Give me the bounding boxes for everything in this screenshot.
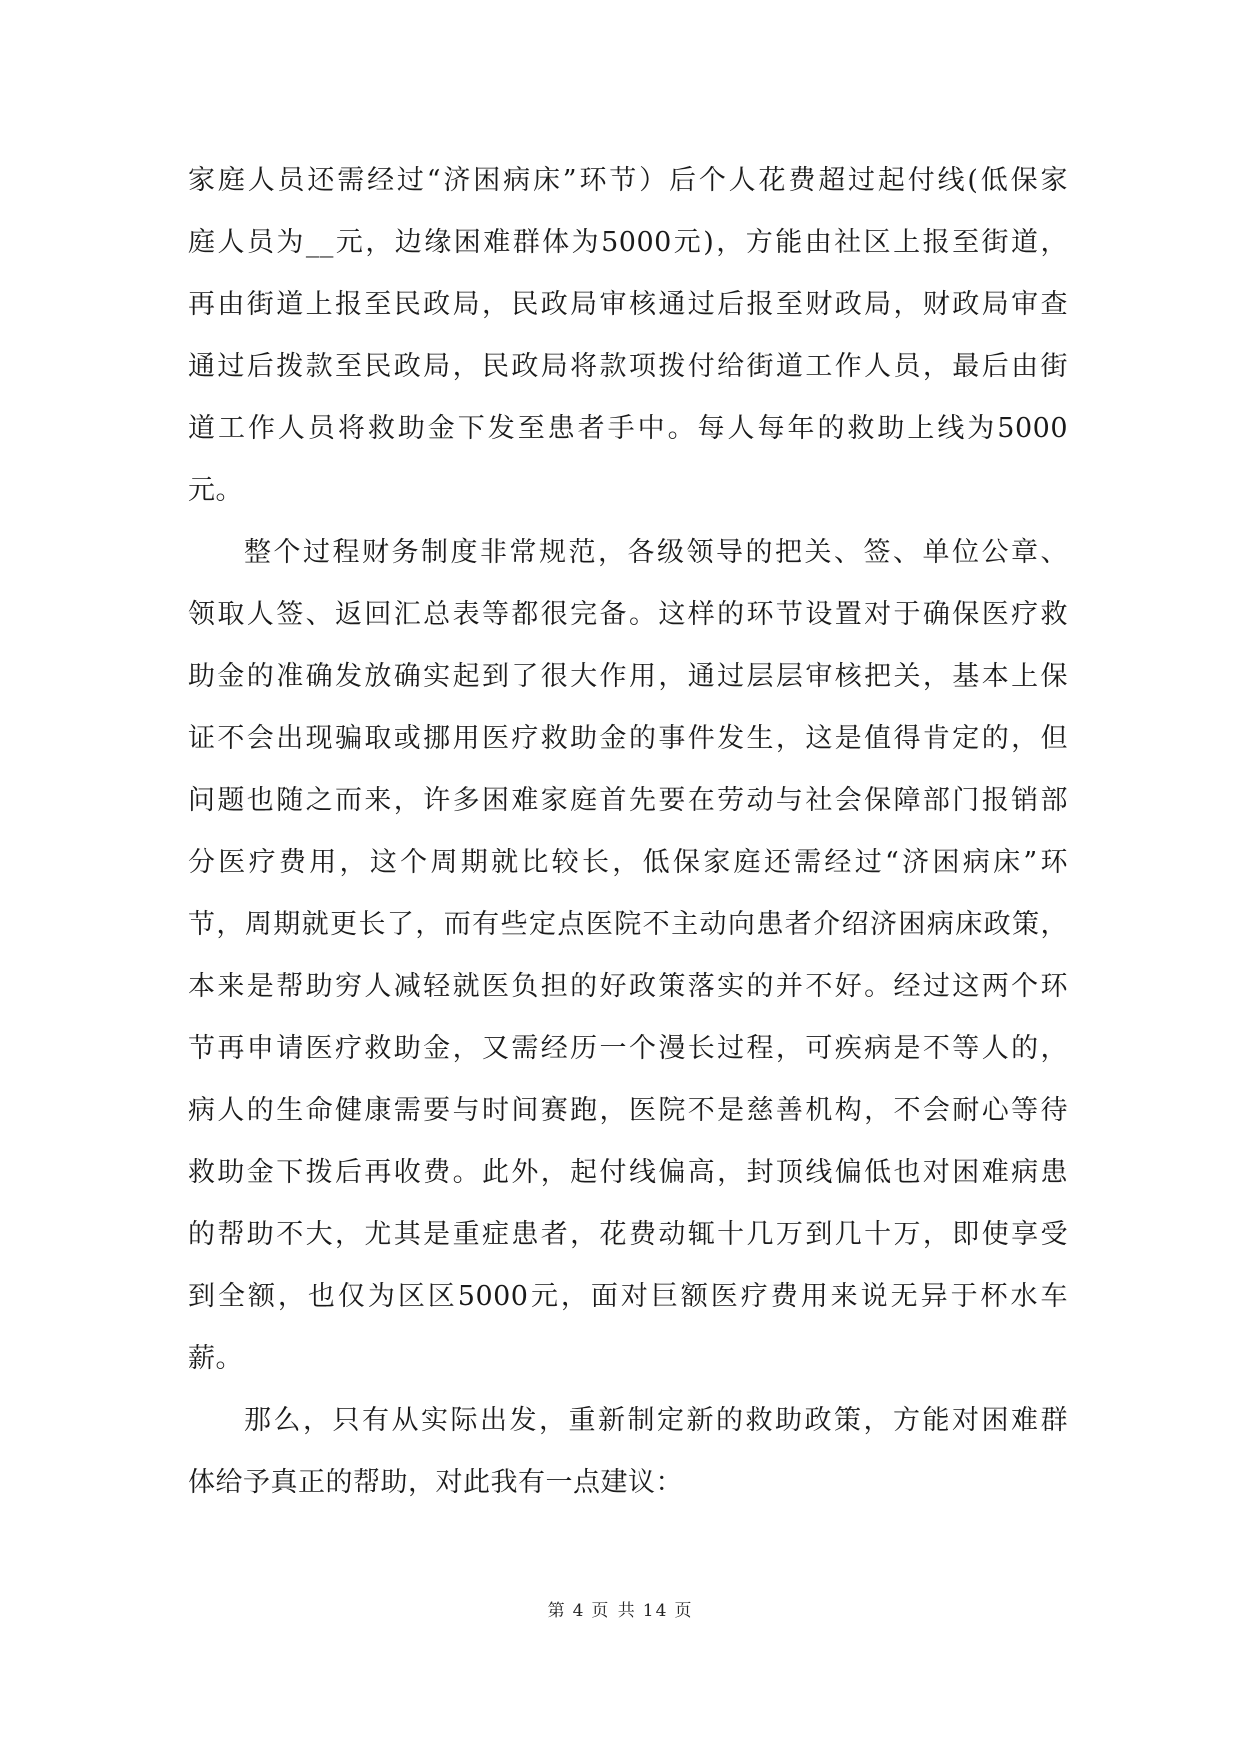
paragraph [188,1390,1068,1514]
text-line: 那么，只有从实际出发，重新制定新的救助政策，方能对困难群 [244,1405,1068,1436]
text-line: 领取人签、返回汇总表等都很完备。这样的环节设置对于确保医疗救 [188,599,1068,630]
text-line: 薪。 [188,1343,243,1374]
footer-middle: 页 共 [591,1601,637,1621]
text-line: 病人的生命健康需要与时间赛跑，医院不是慈善机构，不会耐心等待 [188,1095,1068,1126]
text-line: 通过后拨款至民政局，民政局将款项拨付给街道工作人员，最后由街 [188,351,1068,382]
text-line: 元。 [188,475,243,506]
text-line: 再由街道上报至民政局，民政局审核通过后报至财政局，财政局审查 [188,289,1068,320]
text-line: 分医疗费用，这个周期就比较长，低保家庭还需经过“济困病床”环 [188,847,1068,878]
text-line: 本来是帮助穷人减轻就医负担的好政策落实的并不好。经过这两个环 [188,971,1068,1002]
text-line: 助金的准确发放确实起到了很大作用，通过层层审核把关，基本上保 [188,661,1068,692]
footer-prefix: 第 [547,1601,567,1621]
page-number-footer [0,1596,1241,1621]
text-line: 证不会出现骗取或挪用医疗救助金的事件发生，这是值得肯定的，但 [188,723,1068,754]
text-line: 问题也随之而来，许多困难家庭首先要在劳动与社会保障部门报销部 [188,785,1068,816]
text-line: 道工作人员将救助金下发至患者手中。每人每年的救助上线为5000 [188,413,1068,444]
footer-current-page: 4 [572,1601,586,1621]
text-line: 节再申请医疗救助金，又需经历一个漫长过程，可疾病是不等人的， [188,1033,1068,1064]
paragraph [188,150,1068,522]
body-text [188,150,1068,1514]
footer-suffix: 页 [674,1601,694,1621]
text-line: 家庭人员还需经过“济困病床”环节）后个人花费超过起付线(低保家 [188,165,1068,196]
text-line: 救助金下拨后再收费。此外，起付线偏高，封顶线偏低也对困难病患 [188,1157,1068,1188]
text-line: 的帮助不大，尤其是重症患者，花费动辄十几万到几十万，即使享受 [188,1219,1068,1250]
text-line: 体给予真正的帮助，对此我有一点建议： [188,1467,683,1498]
footer-total-pages: 14 [642,1601,669,1621]
text-line: 整个过程财务制度非常规范，各级领导的把关、签、单位公章、 [244,537,1068,568]
paragraph [188,522,1068,1390]
text-line: 节，周期就更长了，而有些定点医院不主动向患者介绍济困病床政策， [188,909,1068,940]
text-line: 到全额，也仅为区区5000元，面对巨额医疗费用来说无异于杯水车 [188,1281,1068,1312]
text-line: 庭人员为__元，边缘困难群体为5000元)，方能由社区上报至街道， [188,227,1068,258]
